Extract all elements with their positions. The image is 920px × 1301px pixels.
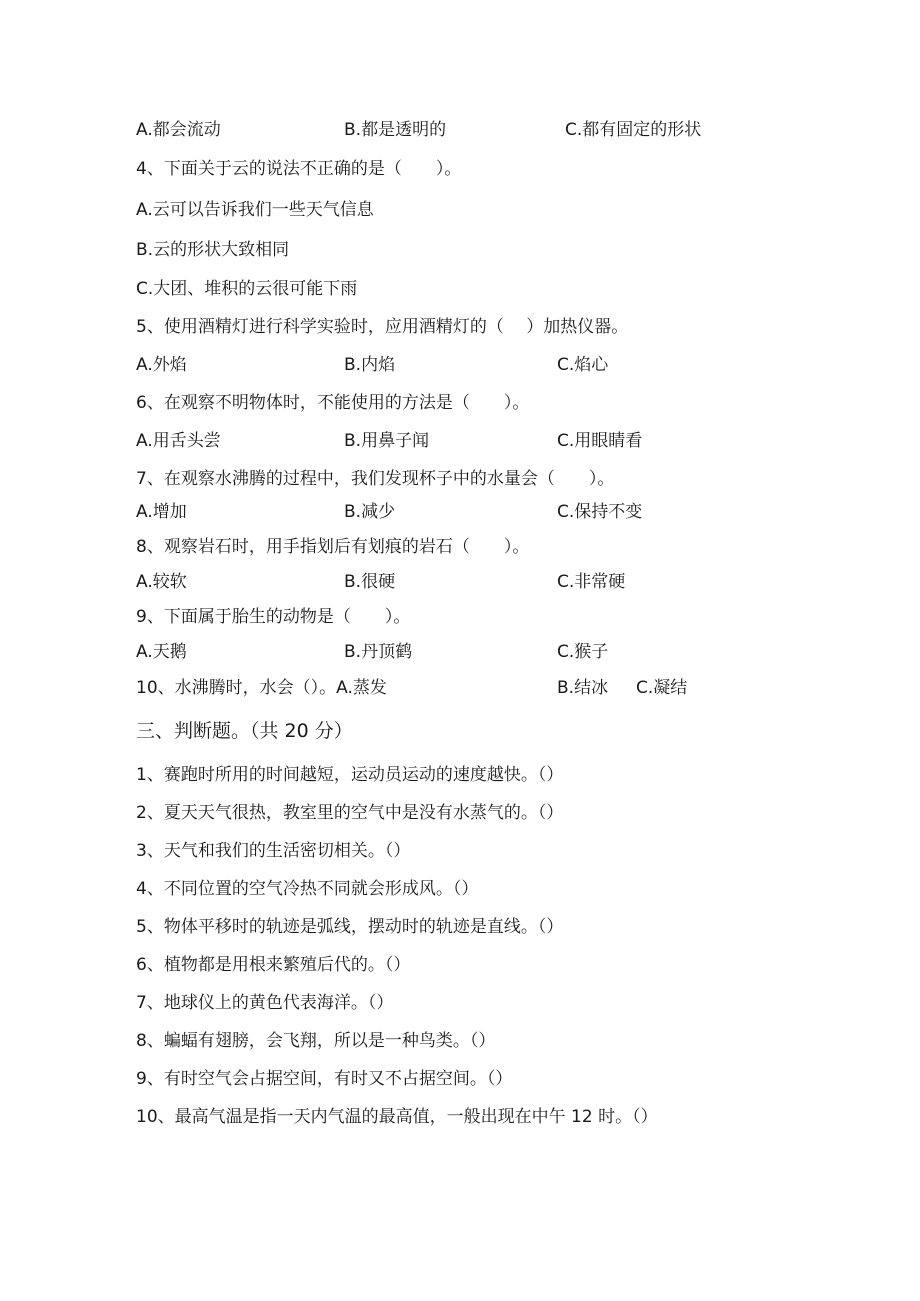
judge-item-3: 3、天气和我们的生活密切相关。（） (136, 841, 411, 861)
judge-item-9: 9、有时空气会占据空间，有时又不占据空间。（） (136, 1069, 513, 1089)
q9-stem: 9、下面属于胎生的动物是（ ）。 (136, 607, 411, 627)
q5-option-b: B.内焰 (344, 355, 396, 375)
q7-stem: 7、在观察水沸腾的过程中，我们发现杯子中的水量会（ ）。 (136, 469, 615, 489)
q9-option-c: C.猴子 (557, 642, 609, 662)
q8-stem: 8、观察岩石时，用手指划后有划痕的岩石（ ）。 (136, 537, 530, 557)
q5-option-a: A.外焰 (136, 355, 187, 375)
q3-option-b: B.都是透明的 (344, 120, 447, 140)
section-3-title: 三、判断题。（共 20 分） (136, 720, 353, 742)
judge-item-10: 10、最高气温是指一天内气温的最高值，一般出现在中午 12 时。（） (136, 1107, 658, 1127)
q6-option-a: A.用舌头尝 (136, 431, 221, 451)
q6-stem: 6、在观察不明物体时，不能使用的方法是（ ）。 (136, 393, 530, 413)
q7-option-a: A.增加 (136, 502, 187, 522)
judge-item-6: 6、植物都是用根来繁殖后代的。（） (136, 955, 411, 975)
q10-option-c: C.凝结 (636, 678, 688, 698)
q6-option-c: C.用眼睛看 (557, 431, 643, 451)
q3-option-a: A.都会流动 (136, 120, 221, 140)
q5-option-c: C.焰心 (557, 355, 609, 375)
q7-option-b: B.减少 (344, 502, 396, 522)
q3-option-c: C.都有固定的形状 (565, 120, 702, 140)
q8-option-c: C.非常硬 (557, 572, 626, 592)
q4-option-a: A.云可以告诉我们一些天气信息 (136, 200, 374, 220)
q8-option-b: B.很硬 (344, 572, 396, 592)
q4-option-c: C.大团、堆积的云很可能下雨 (136, 279, 358, 299)
q9-option-a: A.天鹅 (136, 642, 187, 662)
judge-item-1: 1、赛跑时所用的时间越短，运动员运动的速度越快。（） (136, 765, 564, 785)
q6-option-b: B.用鼻子闻 (344, 431, 430, 451)
q4-option-b: B.云的形状大致相同 (136, 240, 290, 260)
q4-stem: 4、下面关于云的说法不正确的是（ ）。 (136, 159, 462, 179)
q5-stem: 5、使用酒精灯进行科学实验时，应用酒精灯的（ ）加热仪器。 (136, 317, 629, 337)
judge-item-7: 7、地球仪上的黄色代表海洋。（） (136, 993, 394, 1013)
judge-item-2: 2、夏天天气很热，教室里的空气中是没有水蒸气的。（） (136, 803, 564, 823)
judge-item-5: 5、物体平移时的轨迹是弧线，摆动时的轨迹是直线。（） (136, 917, 564, 937)
q9-option-b: B.丹顶鹤 (344, 642, 413, 662)
judge-item-8: 8、蝙蝠有翅膀，会飞翔，所以是一种鸟类。（） (136, 1031, 496, 1051)
judge-item-4: 4、不同位置的空气冷热不同就会形成风。（） (136, 879, 479, 899)
q8-option-a: A.较软 (136, 572, 187, 592)
q10-stem: 10、水沸腾时，水会（）。A.蒸发 (136, 678, 387, 698)
q10-option-b: B.结冰 (557, 678, 609, 698)
q7-option-c: C.保持不变 (557, 502, 643, 522)
